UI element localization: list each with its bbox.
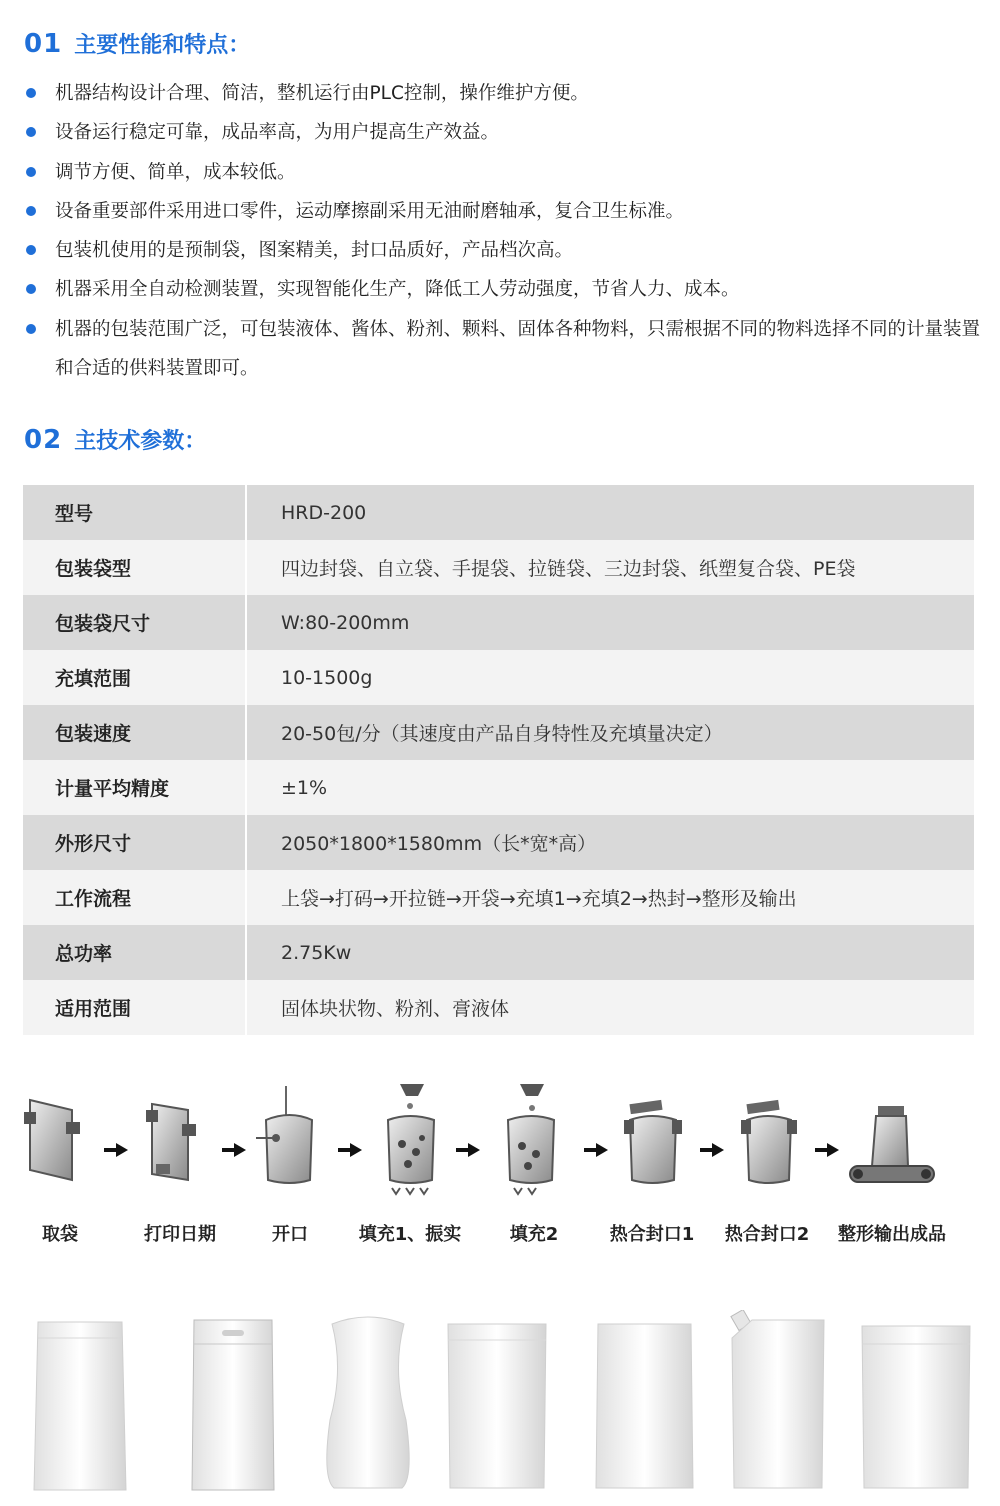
heat-seal-icon — [707, 1080, 827, 1200]
spec-value: 2.75Kw — [246, 925, 974, 980]
bag-open-icon — [230, 1080, 350, 1200]
spec-key: 外形尺寸 — [23, 815, 246, 870]
table-row — [23, 540, 974, 595]
table-row — [23, 705, 974, 760]
section-2-title — [24, 424, 206, 455]
spec-key: 工作流程 — [23, 870, 246, 925]
spec-table — [23, 485, 974, 1035]
table-row — [23, 485, 974, 540]
process-step-print-date — [120, 1080, 240, 1245]
shaped-pouch-image — [318, 1310, 418, 1500]
spec-value: 上袋→打码→开拉链→开袋→充填1→充填2→热封→整形及输出 — [246, 870, 974, 925]
spec-value: 2050*1800*1580mm（长*宽*高） — [246, 815, 974, 870]
conveyor-output-icon — [832, 1080, 952, 1200]
spec-value: 10-1500g — [246, 650, 974, 705]
process-step-output — [832, 1080, 952, 1245]
spec-value: HRD-200 — [246, 485, 974, 540]
feature-item: 机器采用全自动检测装置，实现智能化生产，降低工人劳动强度，节省人力、成本。 — [24, 270, 984, 309]
bullet-icon — [26, 245, 36, 255]
spec-value: W:80-200mm — [246, 595, 974, 650]
spec-key: 型号 — [23, 485, 246, 540]
spec-value: 固体块状物、粉剂、膏液体 — [246, 980, 974, 1035]
process-step-label: 取袋 — [42, 1224, 78, 1245]
stand-up-zipper-bag-image — [858, 1310, 974, 1500]
feature-item: 机器的包装范围广泛，可包装液体、酱体、粉剂、颗料、固体各种物料，只需根据不同的物料选择不同的计量装置和合适的供料装置即可。 — [24, 310, 984, 389]
process-step-label: 热合封口1 — [609, 1224, 695, 1245]
spec-key: 包装袋尺寸 — [23, 595, 246, 650]
spec-key: 充填范围 — [23, 650, 246, 705]
bullet-icon — [26, 127, 36, 137]
three-side-seal-bag-image — [442, 1310, 552, 1500]
section-1-title — [24, 28, 250, 59]
spec-value: 20-50包/分（其速度由产品自身特性及充填量决定） — [246, 705, 974, 760]
table-row — [23, 650, 974, 705]
table-row — [23, 760, 974, 815]
process-step-open — [230, 1080, 350, 1245]
table-row — [23, 815, 974, 870]
feature-item: 调节方便、简单，成本较低。 — [24, 153, 984, 192]
table-row — [23, 980, 974, 1035]
spec-key: 包装袋型 — [23, 540, 246, 595]
eight-side-seal-bag-image — [188, 1310, 278, 1500]
bullet-icon — [26, 88, 36, 98]
flat-bottom-bag-image — [30, 1310, 130, 1500]
spec-value: 四边封袋、自立袋、手提袋、拉链袋、三边封袋、纸塑复合袋、PE袋 — [246, 540, 974, 595]
bullet-icon — [26, 206, 36, 216]
process-step-take-bag — [0, 1080, 120, 1245]
process-flow — [0, 1080, 1000, 1260]
spec-key: 包装速度 — [23, 705, 246, 760]
process-step-label: 开口 — [272, 1224, 308, 1245]
table-row — [23, 925, 974, 980]
pillow-bag-image — [592, 1310, 697, 1500]
bullet-icon — [26, 284, 36, 294]
bullet-icon — [26, 324, 36, 334]
bag-pick-icon — [0, 1080, 120, 1200]
process-step-label: 整形输出成品 — [838, 1224, 946, 1245]
section-2-number: 02 — [24, 425, 63, 455]
spec-key: 总功率 — [23, 925, 246, 980]
section-1-number: 01 — [24, 29, 63, 59]
process-step-label: 打印日期 — [144, 1224, 216, 1245]
features-list — [24, 74, 984, 388]
table-row — [23, 595, 974, 650]
table-row — [23, 870, 974, 925]
spout-pouch-image — [722, 1310, 832, 1500]
spec-key: 适用范围 — [23, 980, 246, 1035]
feature-item: 包装机使用的是预制袋，图案精美，封口品质好，产品档次高。 — [24, 231, 984, 270]
process-step-label: 填充2 — [509, 1224, 559, 1245]
spec-key: 计量平均精度 — [23, 760, 246, 815]
section-2-heading: 主技术参数： — [74, 429, 207, 454]
process-step-heat-seal-1 — [592, 1080, 712, 1245]
process-step-fill-1 — [350, 1080, 470, 1245]
section-1-heading: 主要性能和特点： — [74, 33, 251, 58]
process-step-label: 填充1、振实 — [358, 1224, 462, 1245]
feature-item: 设备运行稳定可靠，成品率高，为用户提高生产效益。 — [24, 113, 984, 152]
heat-seal-icon — [592, 1080, 712, 1200]
fill-icon — [474, 1080, 594, 1200]
feature-item: 设备重要部件采用进口零件，运动摩擦副采用无油耐磨轴承，复合卫生标准。 — [24, 192, 984, 231]
bag-samples — [0, 1310, 1000, 1500]
spec-value: ±1% — [246, 760, 974, 815]
date-print-icon — [120, 1080, 240, 1200]
process-step-heat-seal-2 — [707, 1080, 827, 1245]
process-step-label: 热合封口2 — [724, 1224, 810, 1245]
fill-vibrate-icon — [350, 1080, 470, 1200]
process-step-fill-2 — [474, 1080, 594, 1245]
bullet-icon — [26, 167, 36, 177]
feature-item: 机器结构设计合理、简洁，整机运行由PLC控制，操作维护方便。 — [24, 74, 984, 113]
